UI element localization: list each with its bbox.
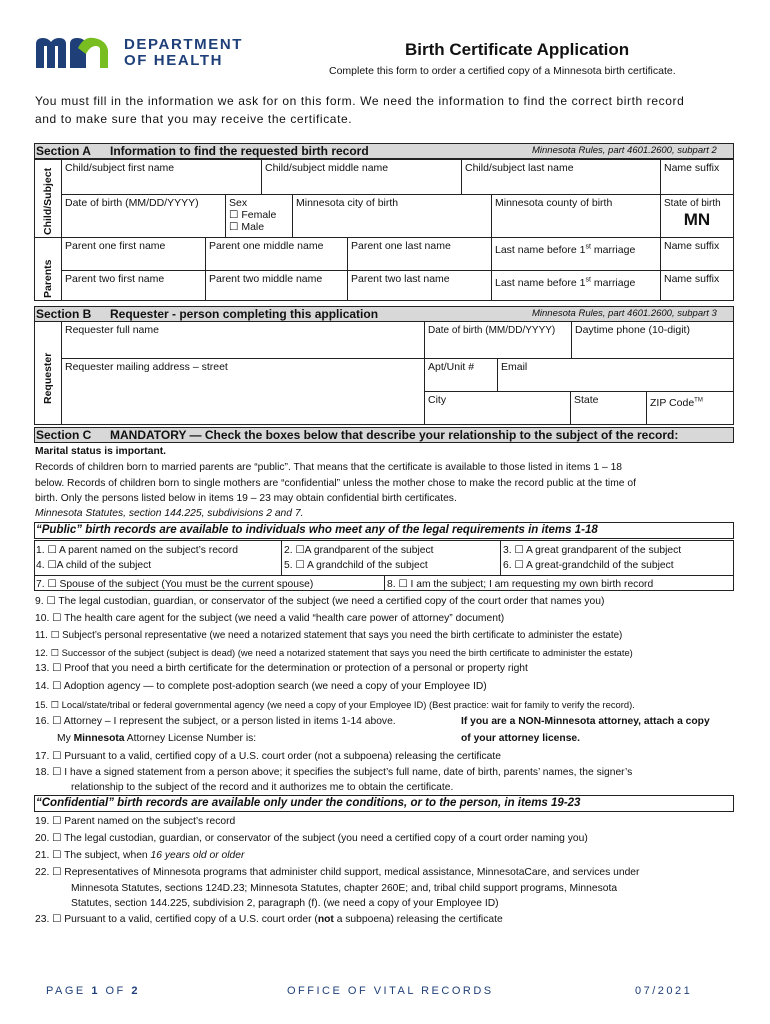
form-date: 07/2021 [635, 985, 693, 997]
page-of: OF [99, 985, 132, 997]
item-16-note-1: If you are a NON-Minnesota attorney, attach a copy [461, 716, 710, 727]
child-first-name-field[interactable] [61, 159, 262, 195]
parent1-maiden-after: marriage [590, 243, 636, 256]
child-middle-name-field[interactable] [261, 159, 462, 195]
item-18[interactable]: 18. ☐ I have a signed statement from a person above; it specifies the subject’s full name, date of birth, parents’ names, the signer’s [35, 767, 633, 778]
parent1-last-field[interactable] [347, 237, 492, 271]
page-subtitle: Complete this form to order a certified copy of a Minnesota birth certificate. [329, 65, 676, 77]
parent2-maiden-text: Last name before 1 [495, 276, 586, 289]
marital-note: Marital status is important. [35, 446, 167, 457]
item-10[interactable]: 10. ☐ The health care agent for the subject (we need a valid “health care power of attorney” document) [35, 613, 505, 624]
item-16-license-b: Minnesota [73, 733, 125, 744]
item-16-license-c: Attorney License Number is: [124, 733, 257, 744]
item-9[interactable]: 9. ☐ The legal custodian, guardian, or conservator of the subject (we need a certified copy of the court order that names you) [35, 596, 605, 607]
grid-divider-3 [384, 575, 385, 591]
parent2-last-label: Parent two last name [351, 273, 450, 285]
female-checkbox[interactable]: ☐ [229, 209, 239, 221]
public-records-heading: “Public” birth records are available to individuals who meet any of the legal requirements in items 1-18 [36, 524, 598, 536]
public-para-3: birth. Only the persons listed below in items 19 – 23 may obtain confidential birth certificates. [35, 493, 457, 504]
side-label-requester: Requester [42, 352, 54, 404]
item-15[interactable]: 15. ☐ Local/state/tribal or federal governmental agency (we need a copy of your Employee ID) (Best practice: wait for family to verify the record). [35, 699, 635, 710]
requester-email-field[interactable] [497, 358, 734, 392]
requester-email-label: Email [501, 361, 528, 373]
state-of-birth-value: MN [683, 210, 711, 229]
item-16[interactable]: 16. ☐ Attorney – I represent the subject, or a person listed in items 1-14 above. [35, 716, 396, 727]
item-21-a: 21. ☐ The subject, when [35, 850, 151, 861]
section-a-label: Section A [36, 144, 91, 158]
section-a-rule: Minnesota Rules, part 4601.2600, subpart 2 [532, 145, 717, 156]
item-5[interactable]: 5. ☐ A grandchild of the subject [284, 560, 428, 571]
requester-address-field[interactable] [61, 358, 425, 425]
requester-zip-label [650, 397, 703, 409]
mdh-logo [34, 36, 274, 72]
section-c-label: Section C [36, 428, 92, 442]
item-14[interactable]: 14. ☐ Adoption agency — to complete post-adoption search (we need a copy of your Employee ID) [35, 681, 487, 692]
parent2-last-field[interactable] [347, 270, 492, 301]
confidential-records-heading: “Confidential” birth records are available only under the conditions, or to the person, in items 19-23 [36, 797, 581, 809]
item-12[interactable]: 12. ☐ Successor of the subject (subject is dead) (we need a notarized statement that says you need the birth certificate to administer the estate) [35, 647, 633, 658]
page-num: 1 [91, 985, 100, 997]
page-title: Birth Certificate Application [405, 40, 630, 59]
intro-line1: You must fill in the information we ask for on this form. We need the information to find the correct birth record [35, 94, 685, 108]
requester-name-label: Requester full name [65, 324, 159, 336]
requester-dob-label: Date of birth (MM/DD/YYYY) [428, 325, 556, 336]
county-of-birth-label: Minnesota county of birth [495, 197, 613, 209]
item-11[interactable]: 11. ☐ Subject’s personal representative (we need a notarized statement that says you need the birth certificate to administer the estate) [35, 630, 623, 641]
requester-state-field[interactable] [570, 391, 647, 425]
item-21-b: 16 years old or older [150, 850, 245, 861]
item-23[interactable] [35, 913, 503, 926]
county-of-birth-field[interactable] [491, 194, 661, 238]
mn-logo-icon [34, 36, 112, 70]
item-16-license[interactable] [57, 732, 256, 745]
item-3[interactable]: 3. ☐ A great grandparent of the subject [503, 545, 682, 556]
parent1-first-field[interactable] [61, 237, 206, 271]
parent2-maiden-sup: st [585, 276, 591, 283]
grid-divider-1 [281, 540, 282, 575]
item-1[interactable]: 1. ☐ A parent named on the subject’s record [36, 545, 238, 556]
item-22-cont-2: Statutes, section 144.225, subdivision 2, paragraph (f). (we need a copy of your Employee ID) [71, 898, 499, 909]
page-total: 2 [131, 985, 140, 997]
child-last-name-label: Child/subject last name [465, 162, 574, 174]
item-22[interactable]: 22. ☐ Representatives of Minnesota programs that administer child support, medical assistance, MinnesotaCare, and services under [35, 867, 640, 878]
requester-dob-field[interactable] [424, 321, 572, 359]
state-of-birth-label: State of birth [664, 198, 721, 209]
state-of-birth-field [660, 194, 734, 238]
parent1-maiden-field[interactable] [491, 237, 661, 271]
item-20[interactable]: 20. ☐ The legal custodian, guardian, or conservator of the subject (you need a certified copy of a court order naming you) [35, 833, 588, 844]
child-dob-field[interactable] [61, 194, 226, 238]
side-label-child: Child/Subject [42, 167, 54, 235]
male-checkbox[interactable]: ☐ [229, 221, 239, 233]
side-label-parents: Parents [42, 259, 54, 298]
male-option[interactable] [229, 221, 289, 233]
parent1-first-label: Parent one first name [65, 240, 166, 252]
logo-line2: OF HEALTH [124, 52, 224, 69]
child-last-name-field[interactable] [461, 159, 661, 195]
requester-name-field[interactable] [61, 321, 425, 359]
item-6[interactable]: 6. ☐ A great-grandchild of the subject [503, 560, 674, 571]
requester-city-label: City [428, 394, 447, 406]
public-para-2: below. Records of children born to single mothers are “confidential” unless the mother chose to make the record public at the time of [35, 478, 636, 489]
parent2-suffix-label: Name suffix [664, 273, 720, 285]
public-para-1: Records of children born to married parents are “public”. That means that the certificate is available to those listed in items 1 – 18 [35, 462, 623, 473]
page-number [46, 985, 140, 997]
section-b-label: Section B [36, 307, 92, 321]
item-19[interactable]: 19. ☐ Parent named on the subject’s record [35, 816, 236, 827]
logo-line1: DEPARTMENT [124, 36, 244, 53]
requester-apt-field[interactable] [424, 358, 498, 392]
requester-phone-label: Daytime phone (10-digit) [575, 324, 690, 336]
item-16-license-a: My [57, 733, 74, 744]
child-dob-label: Date of birth (MM/DD/YYYY) [65, 197, 199, 209]
female-option[interactable] [229, 209, 289, 221]
parent1-maiden-text: Last name before 1 [495, 243, 586, 256]
parent2-first-label: Parent two first name [65, 273, 165, 285]
requester-zip-field[interactable] [646, 391, 734, 425]
item-2[interactable]: 2. ☐A grandparent of the subject [284, 545, 434, 556]
parent1-suffix-label: Name suffix [664, 240, 720, 252]
female-label: Female [241, 209, 277, 221]
section-b-heading: Requester - person completing this application [110, 307, 379, 321]
sex-field [225, 194, 293, 238]
child-name-suffix-label: Name suffix [664, 162, 720, 174]
requester-zip-text: ZIP Code [650, 396, 695, 409]
parent2-first-field[interactable] [61, 270, 206, 301]
parent1-last-label: Parent one last name [351, 240, 451, 252]
requester-zip-tm: TM [694, 397, 703, 403]
item-23-a: 23. ☐ Pursuant to a valid, certified copy of a U.S. court order ( [35, 914, 318, 925]
city-of-birth-label: Minnesota city of birth [296, 197, 399, 209]
grid-divider-2 [500, 540, 501, 575]
requester-address-label: Requester mailing address – street [65, 361, 228, 373]
item-21[interactable] [35, 849, 244, 862]
item-8[interactable]: 8. ☐ I am the subject; I am requesting my own birth record [387, 579, 654, 590]
parent2-maiden-after: marriage [590, 276, 636, 289]
office-name: OFFICE OF VITAL RECORDS [287, 985, 494, 997]
parent1-middle-field[interactable] [205, 237, 348, 271]
item-18-cont: relationship to the subject of the record and it authorizes me to obtain the certificate. [71, 782, 454, 793]
city-of-birth-field[interactable] [292, 194, 492, 238]
item-13[interactable]: 13. ☐ Proof that you need a birth certificate for the determination or protection of a personal or property right [35, 663, 528, 674]
requester-city-field[interactable] [424, 391, 571, 425]
sex-label: Sex [229, 197, 248, 209]
child-first-name-label: Child/subject first name [65, 162, 175, 174]
parent1-maiden-sup: st [585, 243, 591, 250]
parent2-maiden-field[interactable] [491, 270, 661, 301]
item-23-c: a subpoena) releasing the certificate [333, 914, 503, 925]
parent2-maiden-label [495, 277, 635, 289]
parent2-middle-field[interactable] [205, 270, 348, 301]
parent1-middle-label: Parent one middle name [209, 240, 324, 252]
child-middle-name-label: Child/subject middle name [265, 162, 389, 174]
item-22-cont-1: Minnesota Statutes, sections 124D.23; Minnesota Statutes, chapter 260E; and, tribal child support programs, Minnesota [71, 883, 618, 894]
section-a-heading: Information to find the requested birth record [110, 144, 369, 158]
requester-apt-label: Apt/Unit # [428, 361, 475, 373]
section-b-rule: Minnesota Rules, part 4601.2600, subpart 3 [532, 308, 717, 319]
requester-state-label: State [574, 394, 599, 406]
parent1-maiden-label [495, 244, 635, 256]
statutes-note: Minnesota Statutes, section 144.225, subdivisions 2 and 7. [35, 508, 304, 519]
section-c-heading: MANDATORY — Check the boxes below that describe your relationship to the subject of the record: [110, 428, 679, 442]
child-name-suffix-field[interactable] [660, 159, 734, 195]
intro-line2: and to make sure that you may receive the certificate. [35, 112, 353, 126]
requester-phone-field[interactable] [571, 321, 734, 359]
parent2-suffix-field[interactable] [660, 270, 734, 301]
parent1-suffix-field[interactable] [660, 237, 734, 271]
male-label: Male [241, 221, 265, 233]
page-prefix: PAGE [46, 985, 92, 997]
item-17[interactable]: 17. ☐ Pursuant to a valid, certified copy of a U.S. court order (not a subpoena) releasing the certificate [35, 751, 501, 762]
item-4[interactable]: 4. ☐A child of the subject [36, 560, 152, 571]
item-23-b: not [317, 914, 334, 925]
item-7[interactable]: 7. ☐ Spouse of the subject (You must be the current spouse) [36, 579, 314, 590]
parent2-middle-label: Parent two middle name [209, 273, 323, 285]
item-16-note-2: of your attorney license. [461, 733, 581, 744]
